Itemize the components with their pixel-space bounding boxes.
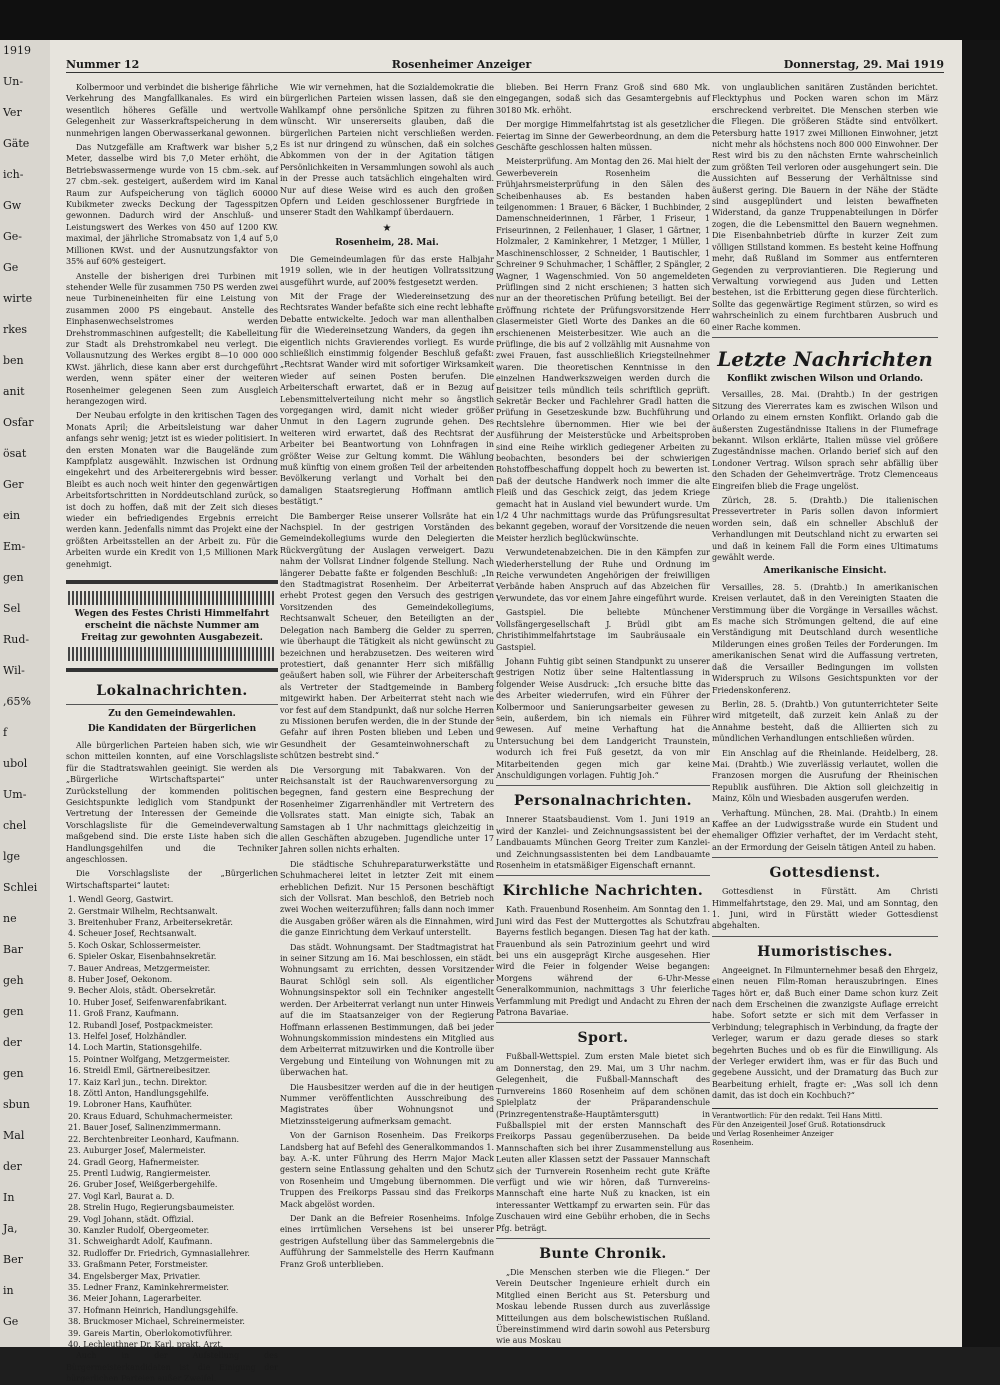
article-paragraph: Gastspiel. Die beliebte Münchener Vollsfängergesellschaft J. Brüdl gibt am Christihimmelfahrtstage im Saubräusaale ein Gastspiel.	[496, 608, 710, 652]
adjacent-page-text-fragment: Ja,	[3, 1222, 18, 1235]
article-paragraph: Versailles, 28. Mai. (Drahtb.) In der gestrigen Sitzung des Viererrates kam es zwischen Wilson und Orlando zu einem ernsten Konflikt. Orlando gab die äußersten Zugeständnisse Italiens in der Fiumefrage bekannt. Wilson erklärte, Italien müsse viel größere Zugeständnisse machen. Orlando berief sich auf den Londoner Vertrag. Wilson sprach sehr abfällig über den Schaden der Geheimverträge. Trotz Clemenceaus Eingreifen blieb die Frage ungelöst.	[712, 390, 938, 491]
divider	[496, 1238, 710, 1239]
section-heading-chronicle: Bunte Chronik.	[539, 1245, 667, 1262]
list-item: 27. Vogl Karl, Baurat a. D.	[68, 1191, 175, 1201]
adjacent-page-text-fragment: Ver	[3, 106, 22, 119]
adjacent-page-text-fragment: lge	[3, 850, 21, 863]
article-paragraph: Fußball-Wettspiel. Zum ersten Male bietet sich am Donnerstag, den 29. Mai, um 3 Uhr nachm. Gelegenheit, die Fußball-Mannschaft des Turnvereins 1860 Rosenheim auf dem schönen Spielplatz der Präparandenschule (Prinzregentenstraße-Hauptämtersgutt) in Fußballspiel mit der ersten Mannschaft des Freikorps Passau gegenüberzusehen. Da beide Mannschaften sich bei ihrer Zusammenstellung aus Leuten aller Klassen setzt der Passauer Mannschaft sich der Turnverein Rosenheim recht gute Kräfte verfügt und wie wir hören, daß Turnvereins-Mannschaft eine harte Nuß zu knacken, ist ein interessanter Wettkampf zu erwarten sein. Für das Zuschauen wird eine Gebühr erhoben, die in Sechs Pfg. beträgt.	[496, 1052, 710, 1233]
adjacent-page-text-fragment: in	[3, 1284, 14, 1297]
adjacent-page-text-fragment: rkes	[3, 323, 28, 336]
list-item: 26. Gruber Josef, Weißgerbergehilfe.	[68, 1180, 218, 1190]
article-paragraph: Innerer Staatsbaudienst. Vom 1. Juni 1919 an wird der Kanzlei- und Zeichnungsassistent bei der Landbauamts München Georg Treiter zum Kanzlei- und Zeichnungsassistenten bei dem Landbauamte Rosenheim in etatsmäßiger Eigenschaft ernannt.	[496, 815, 710, 870]
article-paragraph: Das städt. Wohnungsamt. Der Stadtmagistrat hat in seiner Sitzung am 16. Mai beschlossen, ein städt. Wohnungsamt zu errichten, dessen Vorsitzender Baurat Schlögl sein soll. Als eigentlicher Wohnungsinspektor soll ein Techniker angestellt werden. Der Arbeiterrat verlangt nun unter Hinweis auf die im Staatsanzeiger von der Regierung Hoffmann erlassenen Bestimmungen, daß bei jeder Wohnungskommission mindestens ein Mitglied aus dem Arbeiterrat mitzuwirken und die Kontrolle über Vergebung und Einteilung von Wohnungen mit zu überwachen hat.	[280, 942, 494, 1078]
article-paragraph: Auch in der Aufstellung des Bürgermeisterkandidaten ist die Einigung der bürgerlichen Parteien außer Zweifel.	[66, 1351, 278, 1384]
column-2	[280, 82, 494, 1344]
article-paragraph: Der Dank an die Befreier Rosenheims. Infolge eines irrtümlichen Versehens ist bei unserer gestrigen Aufstellung über das Sammelergebnis die Aufführung der Sammelstelle des Herrn Kaufmann Franz Groß unterblieben.	[280, 1214, 494, 1269]
article-heading: Zu den Gemeindewahlen.	[108, 709, 236, 720]
divider	[66, 704, 278, 705]
article-paragraph: Mit der Frage der Wiedereinsetzung des Rechtsrates Wander befaßte sich eine recht lebhafte Debatte entwickelte. Jedoch war man allenthalben für die Wiedereinsetzung Wanders, da gegen ihn eigentlich nichts Gravierendes vorliegt. Es wurde schließlich einstimmig folgender Beschluß gefaßt: „Rechtsrat Wander wird mit sofortiger Wirksamkeit wieder auf seinen Posten berufen. Die Arbeiterschaft erwartet, daß er in Bezug auf Lebensmittelverteilung nicht mehr so ängstlich vorgegangen wird, damit nicht wieder größer Unmut in den Lagern zugrunde gehen. Des weiteren wird erwartet, daß des Rechtsrat der Arbeiter bei Beantwortung von Lohnfragen in größter Weise zur Geltung kommt. Die Wählung muß künftig von einem großen Teil der arbeitenden Bevölkerung verlangt und Vorhalt bei den damaligen Staatsregierung Hoffmann amtlich bestätigt.“	[280, 291, 494, 507]
adjacent-page-text-fragment: geh	[3, 974, 24, 987]
divider	[712, 337, 938, 338]
article-paragraph: Die Versorgung mit Tabakwaren. Von der Reichsanstalt ist der Rauchwarenversorgung zu begegnen, fand gestern eine Besprechung der Rosenheimer Zigarrenhändler mit Vertretern des Vollsrates statt. Man einigte sich, Tabak an Samstagen ab 1 Uhr nachmittags gleichzeitig in allen Geschäften abzugeben. Jugendliche unter 17 Jahren sollen nichts erhalten.	[280, 765, 494, 855]
article-paragraph: Von der Garnison Rosenheim. Das Freikorps Landsberg hat auf Befehl des Generalkommandos 1. bay. A.-K. unter Führung des Herrn Major Mack gestern seine Entlassung gehalten und den Schutz von Rosenheim und Umgebung übernommen. Die Truppen des Freikorps Passau sind das Freikorps Mack abgelöst worden.	[280, 1131, 494, 1209]
divider	[712, 857, 938, 858]
adjacent-page-text-fragment: Ge	[3, 261, 19, 274]
adjacent-page-text-fragment: f	[3, 726, 8, 739]
list-item: 17. Kaiz Karl jun., techn. Direktor.	[68, 1077, 208, 1087]
adjacent-page-text-fragment: ,65%	[3, 695, 31, 708]
list-item: 21. Bauer Josef, Salinenzimmermann.	[68, 1123, 221, 1133]
article-paragraph: „Die Menschen sterben wie die Fliegen.“ Der Verein Deutscher Ingenieure erhielt durch ein Mitglied einen Bericht aus St. Petersburg und Moskau lebende Russen durch aus zuverlässige Mitteilungen aus dem bolschewistischen Rußland. Übereinstimmend wird darin sowohl aus Petersburg wie aus Moskau	[496, 1267, 710, 1346]
article-paragraph: Der morgige Himmelfahrtstag ist als gesetzlicher Feiertag im Sinne der Gewerbeordnung, an dem die Geschäfte geschlossen halten müssen.	[496, 120, 710, 153]
article-paragraph: Die Hausbesitzer werden auf die in der heutigen Nummer veröffentlichten Ausschreibung des Magistrates über Wohnungsnot und Mietzinssteigerung aufmerksam gemacht.	[280, 1082, 494, 1126]
list-item: 35. Ledner Franz, Kaminkehrermeister.	[68, 1282, 229, 1292]
candidate-list	[66, 894, 278, 1350]
list-item: 20. Kraus Eduard, Schuhmachermeister.	[68, 1111, 233, 1121]
notice-ornament	[68, 647, 276, 661]
article-paragraph: Zürich, 28. 5. (Drahtb.) Die italienischen Pressevertreter in Paris sollen davon informiert worden sein, daß ein schneller Abschluß der Verhandlungen mit Deutschland nicht zu erwarten sei und daß in keinem Fall die Form eines Ultimatums gewählt werde.	[712, 496, 938, 563]
list-item: 28. Strelin Hugo, Regierungsbaumeister.	[68, 1203, 235, 1213]
notice-line: Wegen des Festes Christi Himmelfahrt erscheint die nächste Nummer am	[74, 609, 270, 632]
article-paragraph: Kolbermoor und verbindet die bisherige fährliche Verkehrung des Mangfallkanales. Es wird ein wesentlich höheres Gefälle und wertvolle Gelegenheit zur Wasserkraftspeicherung in dem nunmehrigen langen Oberwasserkanal gewonnen.	[66, 83, 278, 138]
list-item: 7. Bauer Andreas, Metzgermeister.	[68, 963, 211, 973]
list-item: 30. Kanzler Rudolf, Obergeometer.	[68, 1225, 210, 1235]
adjacent-page-text-fragment: der	[3, 1160, 22, 1173]
adjacent-page-text-fragment: Ge-	[3, 230, 23, 243]
article-paragraph: Berlin, 28. 5. (Drahtb.) Von gutunterrichteter Seite wird mitgeteilt, daß zurzeit kein Anlaß zu der Annahme besteht, daß die Alliierten sich zu mündlichen Verhandlungen entschließen würden.	[712, 699, 938, 744]
adjacent-page-text-fragment: gen	[3, 1005, 24, 1018]
adjacent-page-text-fragment: anit	[3, 385, 25, 398]
list-item: 14. Loch Martin, Stationsgehilfe.	[68, 1043, 203, 1053]
article-paragraph: Kath. Frauenbund Rosenheim. Am Sonntag den 1. Juni wird das Fest der Muttergottes als Schutzfrau Bayerns festlich begangen. Diesen Tag hat der kath. Frauenbund als sein Patrozinium geehrt und wird bei uns ein ausgeprägt Kirche ausgesehen. Hier wird die Feier in folgender Weise begangen: Morgens während der 6-Uhr-Messe Generalkommunion, nachmittags 3 Uhr feierliche Verfammlung mit Predigt und Andacht zu Ehren der Patrona Bavariae.	[496, 905, 710, 1018]
adjacent-page-text-fragment: Rud-	[3, 633, 30, 646]
column-3	[496, 82, 710, 1344]
article-paragraph: Wie wir vernehmen, hat die Sozialdemokratie die bürgerlichen Parteien wissen lassen, daß sie den Wahlkampf ohne persönliche Spitzen zu führen wünscht. Wir unsererseits glauben, daß die bürgerlichen Parteien nicht verschließen werden. Es ist nur dringend zu wünschen, daß ein solches Abkommen von der in der Agitation tätigen Persönlichkeiten in Versammlungen sowohl als auch in der Presse auch tatsächlich eingehalten wird. Nur auf diese Weise wird es auch den großen Opfern und Leiden geschlossener Burgfriede in unserer Stadt den Wahlkampf überdauern.	[280, 83, 494, 218]
adjacent-page-text-fragment: sbun	[3, 1098, 30, 1111]
article-paragraph: Die Gemeindeumlagen für das erste Halbjahr 1919 sollen, wie in der heutigen Vollratssitzung ausgeführt wurde, auf 200% festgesetzt werden.	[280, 254, 494, 287]
adjacent-page-text-fragment: Bar	[3, 943, 23, 956]
masthead: Rosenheimer Anzeiger	[391, 57, 532, 71]
issue-number: Nummer 12	[66, 57, 140, 71]
list-item: 18. Zöttl Anton, Handlungsgehilfe.	[68, 1089, 209, 1099]
list-item: 10. Huber Josef, Seifenwarenfabrikant.	[68, 997, 227, 1007]
list-item: 15. Pointner Wolfgang, Metzgermeister.	[68, 1054, 231, 1064]
article-paragraph: Die städtische Schuhreparaturwerkstätte und Schuhmacherei leitet in letzter Zeit mit einem erheblichen Defizit. Nur 15 Personen beschäftigt sich der Vollsrat. Man beschloß, den Betrieb noch zwei Wochen weiterzuführen; falls dann noch immer die Ausgaben größer wären als die Einnahmen, wird die ganze Einrichtung dem Verkauf unterstellt.	[280, 859, 494, 938]
imprint-line: Für den Anzeigenteil Josef Gruß. Rotationsdruck	[712, 1120, 886, 1129]
list-item: 6. Spieler Oskar, Eisenbahnsekretär.	[68, 952, 217, 962]
imprint	[712, 1108, 938, 1148]
section-heading-latest-news: Letzte Nachrichten	[717, 346, 933, 371]
article-paragraph: Alle bürgerlichen Parteien haben sich, wie wir schon mitteilen konnten, auf eine Vorschlagsliste für die Stadtratswahlen geeinigt. Sie werden als „Bürgerliche Wirtschaftspartei“ unter Zurückstellung der kommenden politischen Gesichtspunkte lediglich vom Standpunkt der Vertretung der Interessen der Gemeinde die Vorschlagsliste für die Gemeindeverwaltung maßgebend sind. Die erste Liste haben sich die Handlungsgehilfen und die Techniker angeschlossen.	[66, 740, 278, 864]
notice-line: Freitag zur gewohnten Ausgabezeit.	[81, 633, 263, 644]
list-item: 2. Gerstmair Wilhelm, Rechtsanwalt.	[68, 906, 218, 916]
divider	[496, 1022, 710, 1023]
adjacent-page-text-fragment: ne	[3, 912, 17, 925]
article-paragraph: Versailles, 28. 5. (Drahtb.) In amerikanischen Kreisen verlautet, daß in den Vereinigten Staaten die Verstimmung über die Vorgänge in Versailles wächst. Es mache sich Strömungen geltend, die auf eine Verständigung mit Deutschland durch wesentliche Milderungen eines großen Teiles der Forderungen. Im amerikanischen Senat wird die Auffassung vertreten, daß die Versailler Bedingungen im vollsten Widerspruch zu Wilsons Gesichtspunkten vor der Friedenskonferenz.	[712, 582, 938, 695]
list-item: 19. Lobroner Hans, Kaufhüter.	[68, 1100, 193, 1110]
article-paragraph: Anstelle der bisherigen drei Turbinen mit stehender Welle für zusammen 750 PS werden zwei neue Turbineneinheiten für eine Leistung von zusammen 2000 PS eingebaut. Anstelle des Einphasenwechselstromes werden Drehstrommaschinen aufgestellt; die Kabelleitung zur Stadt als Drehstromkabel neu verlegt. Die Vollausnutzung des Werkes ergibt 8—10 000 000 KWst. jährlich, diese kann aber erst durchgeführt werden, wenn später einer der weiteren Rosenheimer gelegenen Seen zum Ausgleich herangezogen wird.	[66, 271, 278, 406]
imprint-line: und Verlag Rosenheimer Anzeiger	[712, 1129, 834, 1138]
adjacent-page-text-fragment: ben	[3, 354, 24, 367]
adjacent-page-text-fragment: Gw	[3, 199, 22, 212]
list-item: 1. Wendl Georg, Gastwirt.	[68, 895, 174, 905]
list-item: 9. Becher Alois, städt. Obersekretär.	[68, 986, 216, 996]
article-paragraph: blieben. Bei Herrn Franz Groß sind 680 Mk. eingegangen, sodaß sich das Gesamtergebnis auf 30180 Mk. erhöht.	[496, 83, 710, 115]
adjacent-page-text-fragment: ein	[3, 509, 21, 522]
list-item: 39. Gareis Martin, Oberlokomotivführer.	[68, 1328, 233, 1338]
list-item: 23. Auburger Josef, Malermeister.	[68, 1146, 206, 1156]
section-heading-church: Kirchliche Nachrichten.	[502, 883, 704, 900]
list-item: 38. Bruckmoser Michael, Schreinermeister.	[68, 1317, 245, 1327]
list-item: 4. Scheuer Josef, Rechtsanwalt.	[68, 929, 197, 939]
adjacent-page-text-fragment: ich-	[3, 168, 24, 181]
list-item: 16. Streidl Emil, Gärtnereibesitzer.	[68, 1066, 211, 1076]
list-item: 12. Rubandl Josef, Postpackmeister.	[68, 1020, 214, 1030]
list-item: 22. Berchtenbreiter Leonhard, Kaufmann.	[68, 1134, 240, 1144]
adjacent-page-text-fragment: Sel	[3, 602, 21, 615]
article-paragraph: Johann Fuhtig gibt seinen Standpunkt zu unserer gestrigen Notiz über seine Haltentlassung in folgender Weise Ausdruck: „Ich ersuche bitte das des Arbeiter wiederrufen, wird ein Führer der Kolbermoor und Sanierungsarbeiter gewesen zu sein, außerdem, bin ich niemals ein Führer gewesen. Auf meine Verhaftung hat die Untersuchung bei dem Landgericht Traunstein, wodurch ich frei Fuß gesetzt, da von mir Mitarbeitenden gegen mich gar keine Anschuldigungen vorlagen. Fuhtig Joh.“	[496, 656, 710, 780]
adjacent-page-text-fragment: In	[3, 1191, 15, 1204]
section-heading-sport: Sport.	[577, 1030, 629, 1047]
adjacent-page-text-fragment: Osfar	[3, 416, 34, 429]
article-subheading: Die Kandidaten der Bürgerlichen	[87, 724, 257, 735]
column-4	[712, 82, 938, 1344]
section-heading-humor: Humoristisches.	[757, 943, 893, 960]
list-heading: Die Vorschlagsliste der „Bürgerlichen Wirtschaftspartei“ lautet:	[66, 869, 278, 890]
section-heading-service: Gottesdienst.	[769, 865, 881, 882]
adjacent-page-text-fragment: Mal	[3, 1129, 25, 1142]
list-item: 36. Meier Johann, Lagerarbeiter.	[68, 1294, 202, 1304]
adjacent-page-text-fragment: Wil-	[3, 664, 25, 677]
issue-date: Donnerstag, 29. Mai 1919	[783, 57, 944, 71]
page-header	[66, 56, 944, 73]
article-heading: Konflikt zwischen Wilson und Orlando.	[726, 373, 924, 384]
article-paragraph: Ein Anschlag auf die Rheinlande. Heidelberg, 28. Mai. (Drahtb.) Wie zuverlässig verlautet, wollen die Franzosen morgen die Ausrufung der Rheinischen Republik ausführen. Die Aktion soll gleichzeitig in Mainz, Köln und Wiesbaden ausgerufen werden.	[712, 748, 938, 804]
adjacent-page-text-fragment: Em-	[3, 540, 26, 553]
list-item: 25. Prentl Ludwig, Rangiermeister.	[68, 1168, 211, 1178]
article-paragraph: Die Bamberger Reise unserer Vollsräte hat ein Nachspiel. In der gestrigen Vorständen des Gemeindekollegiums wurde den Delegierten die Rückvergütung der Auslagen verweigert. Dazu nahm der Vollsrat Lindner folgende Stellung. Nach längerer Debatte faßte er folgenden Beschluß: „In den Stadtmagistrat Rosenheim. Der Arbeiterrat erhebt Protest gegen den Versuch des gestrigen Vorsitzenden des Gemeindekollegiums, Rechtsanwalt Scheuer, den Beteiligten an der Delegation nach Bamberg die Gelder zu sperren, wie überhaupt die Tätigkeit als nicht gewünscht zu bezeichnen und herabzusetzen. Des weiteren wird protestiert, daß genannter Herr sich mißfällig geäußert haben soll, wie Führer der Arbeiterschaft als Vertreter der Stadtgemeinde in Bamberg mitgewirkt haben. Der Arbeiterrat steht nach wie vor fest auf dem Standpunkt, daß nur solche Herren zu Missionen berufen werden, die in der Stunde der Gefahr auf ihren Posten blieben und Leben und Gesundheit der Gesamteinwohnerschaft zu schützen bestrebt sind.“	[280, 511, 494, 761]
adjacent-page-text-fragment: Un-	[3, 75, 24, 88]
list-item: 8. Huber Josef, Oekonom.	[68, 975, 173, 984]
column-1	[66, 82, 278, 1384]
list-item: 32. Rudloffer Dr. Friedrich, Gymnasiallehrer.	[68, 1248, 250, 1258]
imprint-line: Verantwortlich: Für den redakt. Teil Hans Mittl.	[712, 1111, 883, 1120]
separator-star-icon: ★	[382, 222, 392, 234]
list-item: 34. Engelsberger Max, Privatier.	[68, 1271, 201, 1281]
divider	[712, 936, 938, 937]
list-item: 11. Groß Franz, Kaufmann.	[68, 1009, 179, 1019]
adjacent-page-text-fragment: der	[3, 1036, 22, 1049]
imprint-line: Rosenheim.	[712, 1138, 754, 1147]
list-item: 40. Lechleuthner Dr. Karl, prakt. Arzt.	[68, 1340, 224, 1349]
article-paragraph: Angeeignet. In Filmunternehmer besaß den Ehrgeiz, einen neuen Film-Roman herauszubringen. Eines Tages hört er, daß Buch einer Dame schon kurz Zeit nach dem Erscheinen die zwanzigste Auflage erreicht habe. Sofort setzte er sich mit dem Verfasser in Verbindung; telegraphisch in Verbindung, da fragte der Verleger, warum er dazu gerade dieses so stark begehrten Buches und ob es für die Einwilligung. Als der Verleger erwidert ihm, was er für das Buch und gegebene Aussicht, und der Dramaturg das Buch zur Bearbeitung erhielt, fragte er: „Was soll ich denn damit, das ist doch ein Kochbuch?“	[712, 965, 938, 1101]
dateline: Rosenheim, 28. Mai.	[335, 238, 439, 249]
adjacent-page-text-fragment: gen	[3, 571, 24, 584]
article-paragraph: Das Nutzgefälle am Kraftwerk war bisher 5,2 Meter, dasselbe wird bis 7,0 Meter erhöht, die Betriebswassermenge wurde von 15 cbm.-sek. auf 27 cbm.-sek. gesteigert, außerdem wird im Kanal Raum zur Aufspeicherung von täglich 60000 Kubikmeter zwecks Deckung der Tagesspitzen gewonnen. Dadurch wird der Anschluß- und Leistungswert des Werkes von 450 auf 1200 KW. maximal, der jährliche Stromabsatz von 1,4 auf 5,0 Millionen KWst. und der Ausnutzungsfaktor von 35% auf 60% gesteigert.	[66, 143, 278, 267]
adjacent-page-text-fragment: ubol	[3, 757, 28, 770]
list-item: 31. Schweighardt Adolf, Kaufmann.	[68, 1237, 213, 1247]
adjacent-page-text-fragment: Gäte	[3, 137, 30, 150]
adjacent-page-edge	[0, 40, 50, 1347]
scan-top-border	[0, 0, 1000, 40]
adjacent-page-text-fragment: Schlei	[3, 881, 38, 894]
list-item: 33. Graßmann Peter, Forstmeister.	[68, 1260, 209, 1270]
article-paragraph: Meisterprüfung. Am Montag den 26. Mai hielt der Gewerbeverein Rosenheim die Frühjahrsmeisterprüfung in den Sälen des Scheibenhauses ab. Es bestanden haben teilgenommen: 1 Brauer, 6 Bäcker, 1 Buchbinder, 2 Damenschneiderinnen, 1 Färber, 1 Friseur, 1 Friseurinnen, 2 Feilenhauer, 1 Glaser, 1 Gärtner, 1 Holzmaler, 2 Kaminkehrer, 1 Metzger, 1 Müller, 1 Maschinenschlosser, 2 Schneider, 1 Bautischler, 1 Schreiner 9 Schuhmacher, 1 Schäffler, 2 Spängler, 2 Wagner, 1 Wagenschmied. Von 50 angemeldeten Prüflingen sind 2 nicht erschienen; 3 hatten sich nur an der theoretischen Prüfung beteiligt. Bei der Eröffnung richtete der Prüfungsvorsitzende Herr Glasermeister Gietl Worte des Dankes an die 60 erschienenen Meisterbesitzer. Wie auch an die Prüflinge, die bis auf 2 vollzählig mit Ausnahme von zwei Frauen, fast ausschließlich Kriegsteilnehmer waren. Die theoretischen Kenntnisse in den einzelnen Handwerkszweigen werden durch die Beisitzer teils mündlich teils schriftlich geprüft. Sekretär Becker und Fachlehrer Gradl hatten die Prüfung in Gesetzeskunde bzw. Buchführung und Rechtslehre übernommen. Hier wie bei der Ausführung der Meisterstücke und Arbeitsproben sind eine Reihe wirklich gediegener Arbeiten zu beobachten, besonders bei der schwierigen Rohstoffbeschaffung doppelt hoch zu bewerten ist. Daß der deutsche Handwerk noch immer die alte Fleiß und das Geschick zeigt, das jedem Kriege gemacht hat in Ausland viel bewundert wurde. Um 1/2 4 Uhr nachmittags wurde das Prüfungsresultat bekannt gegeben, worauf der Vorsitzende die neuen Meister herzlich beglückwünschte.	[496, 157, 710, 543]
publication-notice	[66, 580, 278, 672]
adjacent-page-text-fragment: Ger	[3, 478, 24, 491]
adjacent-page-text-fragment: Um-	[3, 788, 27, 801]
divider	[496, 785, 710, 786]
adjacent-page-text-fragment: ösat	[3, 447, 27, 460]
list-item: 13. Helfel Josef, Holzhändler.	[68, 1032, 187, 1042]
section-heading-local-news: Lokalnachrichten.	[96, 683, 248, 700]
newspaper-page	[50, 40, 962, 1384]
list-item: 3. Breitenhuber Franz, Arbeitersekretär.	[68, 917, 233, 927]
article-paragraph: Gottesdienst in Fürstätt. Am Christi Himmelfahrtstage, den 29. Mai, und am Sonntag, den 1. Juni, wird in Fürstätt wieder Gottesdienst abgehalten.	[712, 887, 938, 931]
adjacent-page-text-fragment: chel	[3, 819, 27, 832]
divider	[496, 875, 710, 876]
list-item: 29. Vogl Johann, städt. Offizial.	[68, 1214, 194, 1224]
adjacent-page-text-fragment: 1919	[3, 44, 31, 57]
adjacent-page-text-fragment: wirte	[3, 292, 33, 305]
adjacent-page-text-fragment: Ber	[3, 1253, 23, 1266]
list-item: 37. Hofmann Heinrich, Handlungsgehilfe.	[68, 1305, 239, 1315]
list-item: 24. Gradl Georg, Hafnermeister.	[68, 1157, 200, 1167]
article-paragraph: Verhaftung. München, 28. Mai. (Drahtb.) In einem Kaffee an der Ludwigsstraße wurde ein Student und ehemaliger Offizier verhaftet, der im Verdacht steht, an der Ermordung der Geiseln tätigen Anteil zu haben.	[712, 808, 938, 852]
adjacent-page-text-fragment: gen	[3, 1067, 24, 1080]
article-paragraph: Verwundetenabzeichen. Die in den Kämpfen zur Wiederherstellung der Ruhe und Ordnung im Reiche verwundeten Angehörigen der freiwilligen Verbände haben Anspruch auf das Abzeichen für Verwundete, das vor einem Jahre eingeführt wurde.	[496, 548, 710, 603]
article-heading: Amerikanische Einsicht.	[763, 566, 887, 577]
section-heading-personal: Personalnachrichten.	[514, 793, 692, 810]
article-paragraph: Der Neubau erfolgte in den kritischen Tagen des Monats April; die Arbeitsleistung war daher anfangs sehr wenig; jetzt ist es wieder politisiert. In den ersten Monaten war die Baugelände zum Kampfplatz ausgewählt. Inzwischen ist Ordnung eingekehrt und des Arbeiterergebnis wird besser. Bleibt es auch noch weit hinter den gegenwärtigen Arbeitsfortschritten in Norddeutschland zurück, so ist doch zu hoffen, daß mit der Zeit sich dieses wieder ein befriedigendes Ergebnis erreicht werden kann. Jedenfalls nimmt das Projekt eine der größten Arbeitsstellen an der Arbeit zu. Für die Arbeiten wurde ein Kredit von 1,5 Millionen Mark genehmigt.	[66, 411, 278, 569]
article-paragraph: von unglaublichen sanitären Zuständen berichtet. Flecktyphus und Pocken waren schon im März erschreckend verbreitet. Die Menschen sterben wie die Fliegen. Die größeren Städte sind entvölkert. Petersburg hatte 1917 zwei Millionen Einwohner, jetzt nicht mehr als höchstens noch 800 000 Einwohner. Der Rest wird bis zu den nächsten Ernte wahrscheinlich zum größten Teil verloren oder ausgehungert sein. Die Aussichten auf Besserung der Verhältnisse sind äußerst gering. Die Bauern in der Nähe der Städte sind ausgeplündert und leisten bewaffneten Widerstand, da ganze Truppenabteilungen in Dörfer zogen, die die Lebensmittel den Bauern wegnehmen. Die Eisenbahnbetrieb dürfte in kurzer Zeit zum völligen Stillstand kommen. Es besteht keine Hoffnung mehr, daß Rußland im Sommer aus entfernteren Gegenden zu verproviantieren. Die Regierung und Verwaltung vorwiegend aus Juden und Letten bestehen, ist die Erbitterung gegen diese fürchterlich. Sollte das gegenwärtige Regiment stürzen, so wird es wahrscheinlich zu einem furchtbaren Ausbruch und einer Rache kommen.	[712, 83, 938, 332]
list-item: 5. Koch Oskar, Schlossermeister.	[68, 940, 201, 950]
scan-right-border	[962, 40, 1000, 1347]
notice-ornament	[68, 591, 276, 605]
adjacent-page-text-fragment: Ge	[3, 1315, 19, 1328]
